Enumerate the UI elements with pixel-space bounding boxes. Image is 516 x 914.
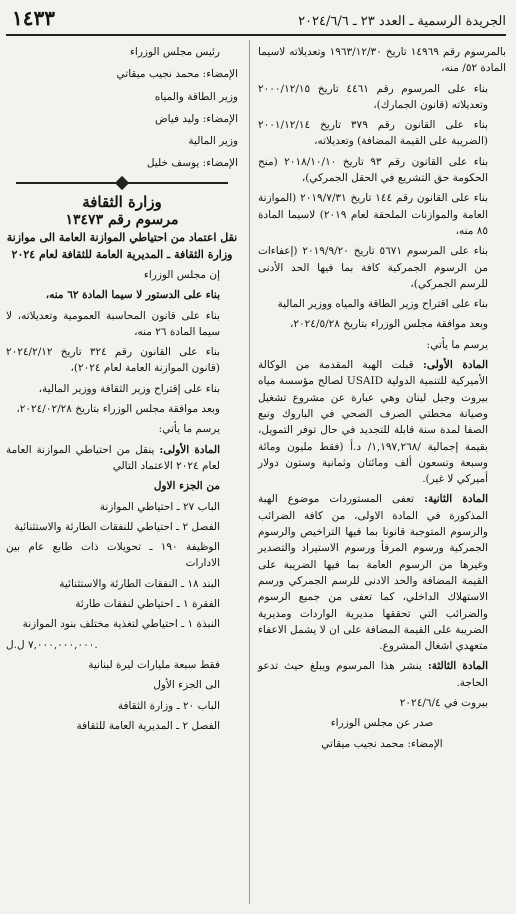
section-divider: [16, 178, 228, 188]
article-1: [258, 357, 506, 487]
left-column: [6, 44, 238, 738]
page-number: ١٤٣٣: [12, 6, 55, 30]
decree-date: بيروت في ٢٠٢٤/٦/٤: [399, 696, 488, 709]
budget-line: البند ١٨ ـ النفقات الطارئة والاستثنائية: [59, 577, 220, 590]
pm-signature: الإمضاء: محمد نجيب ميقاتي: [116, 68, 238, 81]
page-header: [6, 6, 506, 36]
finance-minister-signature: الإمضاء: يوسف خليل: [146, 157, 238, 170]
article-2: [258, 491, 506, 654]
issued-by: صدر عن مجلس الوزراء: [330, 717, 434, 730]
decree-subject: نقل اعتماد من احتياطي الموازنة العامة الى موازنة وزارة الثقافة ـ المديرية العامة للثقافة لعام ٢٠٢٤: [6, 231, 238, 261]
paragraph: بناء على إقتراح وزير الثقافة ووزير المالية،: [38, 382, 220, 395]
to-line: الفصل ٢ ـ المديرية العامة للثقافة: [76, 719, 220, 732]
energy-minister-title: وزير الطاقة والمياه: [154, 90, 238, 103]
paragraph: يرسم ما يأتي:: [426, 338, 488, 351]
energy-minister-signature: الإمضاء: وليد فياض: [154, 112, 238, 125]
article-label: المادة الأولى:: [159, 443, 220, 456]
pm-title: رئيس مجلس الوزراء: [129, 46, 220, 58]
paragraph: بالمرسوم رقم ١٤٩٦٩ تاريخ ١٩٦٣/١٢/٣٠ وتعديلاته لاسيما المادة ٥٢/ منه،: [258, 46, 506, 75]
budget-line: النبذة ١ ـ احتياطي لتغذية مختلف بنود الموازنة: [22, 618, 220, 631]
paragraph: بناء على المرسوم ٥٦٧١ تاريخ ٢٠١٩/٩/٢٠ (إعفاءات من الرسوم الجمركية كافة بما فيها الحد الأدنى للرسم الجمركي)،: [258, 245, 488, 290]
right-column: [258, 44, 506, 756]
article-label: المادة الثالثة:: [427, 660, 488, 673]
paragraph: بناء على قانون المحاسبة العمومية وتعديلاته، لا سيما المادة ٢٦ منه،: [6, 309, 220, 338]
article-label: المادة الثانية:: [424, 493, 488, 506]
finance-minister-title: وزير المالية: [188, 135, 238, 148]
to-line: الباب ٢٠ ـ وزارة الثقافة: [117, 699, 220, 712]
amount: ٧,٠٠٠,٠٠٠,٠٠٠ ل.ل.: [6, 638, 98, 651]
budget-line: الوظيفة ١٩٠ ـ تحويلات ذات طابع عام بين الادارات: [6, 541, 220, 570]
article-text: قبلت الهبة المقدمة من الوكالة الأميركية للتنمية الدولية USAID لصالح مؤسسة مياه بيروت وجبل لبنان وهي عبارة عن مشروع تشغيل وصيانة محطتي الصرف الصحي في الباروك ونبع الصفا لمدة سنة قابلة للتجديد في حال توفر التمويل، بقيمة إجمالية /١,١٩٧,٢٦٨/ د.أ (فقط مليون ومائة وسبعة وتسعون ألف ومائتان وثمانية وستون دولار أميركي لا غير).: [258, 359, 488, 486]
article-label: المادة الأولى:: [422, 359, 488, 372]
budget-line: الفقرة ١ ـ احتياطي لنفقات طارئة: [75, 598, 220, 611]
paragraph: وبعد موافقة مجلس الوزراء بتاريخ ٢٠٢٤/٠٢/٢٨،: [16, 403, 220, 416]
paragraph: بناء على القانون رقم ٣٢٤ تاريخ ٢٠٢٤/٢/١٢ (قانون الموازنة العامة لعام ٢٠٢٤)،: [6, 346, 220, 375]
paragraph: بناء على الدستور لا سيما المادة ٦٢ منه،: [45, 289, 220, 302]
paragraph: بناء على القانون رقم ٣٧٩ تاريخ ٢٠٠١/١٢/١٤ (الضريبة على القيمة المضافة) وتعديلاته،: [258, 119, 488, 148]
signature: الإمضاء: محمد نجيب ميقاتي: [321, 737, 443, 750]
amount-words: فقط سبعة مليارات ليرة لبنانية: [88, 658, 220, 671]
budget-line: الفصل ٢ ـ احتياطي للنفقات الطارئة والاستثنائية: [14, 520, 220, 533]
gazette-title: الجريدة الرسمية ـ العدد ٢٣ ـ ٢٠٢٤/٦/٦: [298, 14, 506, 29]
to-part: الى الجزء الأول: [153, 679, 220, 692]
article-text: ينقل من احتياطي الموازنة العامة لعام ٢٠٢٤ الاعتماد التالي: [6, 443, 220, 472]
from-part: من الجزء الاول: [153, 480, 220, 493]
article-3: [258, 658, 506, 691]
budget-line: الباب ٢٧ ـ احتياطي الموازنة: [99, 500, 220, 513]
paragraph: يرسم ما يأتي:: [158, 423, 220, 436]
article-text: ينشر هذا المرسوم ويبلغ حيث تدعو الحاجة.: [258, 660, 488, 689]
article-1: [6, 442, 238, 475]
paragraph: بناء على المرسوم رقم ٤٤٦١ تاريخ ٢٠٠٠/١٢/١٥ وتعديلاته (قانون الجمارك)،: [258, 82, 488, 111]
council-line: إن مجلس الوزراء: [143, 268, 220, 281]
divider-diamond: [115, 176, 129, 190]
column-divider: [249, 40, 250, 904]
paragraph: بناء على اقتراح وزير الطاقة والمياه ووزير المالية: [277, 298, 488, 311]
section-title: وزارة الثقافة: [82, 192, 162, 211]
paragraph: بناء على القانون رقم ٩٣ تاريخ ٢٠١٨/١٠/١٠ (منح الحكومة حق التشريع في الحقل الجمركي)،: [258, 155, 488, 185]
paragraph: وبعد موافقة مجلس الوزراء بتاريخ ٢٠٢٤/٥/٢٨،: [290, 318, 488, 331]
paragraph: بناء على القانون رقم ١٤٤ تاريخ ٢٠١٩/٧/٣١ (الموازنة العامة والموازنات الملحقة لعام ٢٠١٩) لاسيما المادة ٨٥ منه،: [258, 192, 489, 237]
decree-number: مرسوم رقم ١٣٤٧٣: [65, 212, 179, 229]
signature-block: [6, 44, 238, 172]
article-text: تعفى المستوردات موضوع الهبة المذكورة في المادة الاولى، من كافة الضرائب والرسوم المتوجبة قانونا بما فيها التراخيص والرسوم الجمركية ورسوم المرفأ ورسوم الاستيراد والتصدير وغيرها من الرسوم العامة بما فيها الضريبة على القيمة المضافة والحد الادنى للرسم الجمركي ورسم الاستهلاك الداخلي، كما تعفى من جميع الرسوم والضرائب التي تحققها مديرية الواردات ومديرية الضريبة على القيمة المضافة على ان لا يشمل الاعفاء متعهدي اشغال المشروع.: [258, 493, 488, 653]
